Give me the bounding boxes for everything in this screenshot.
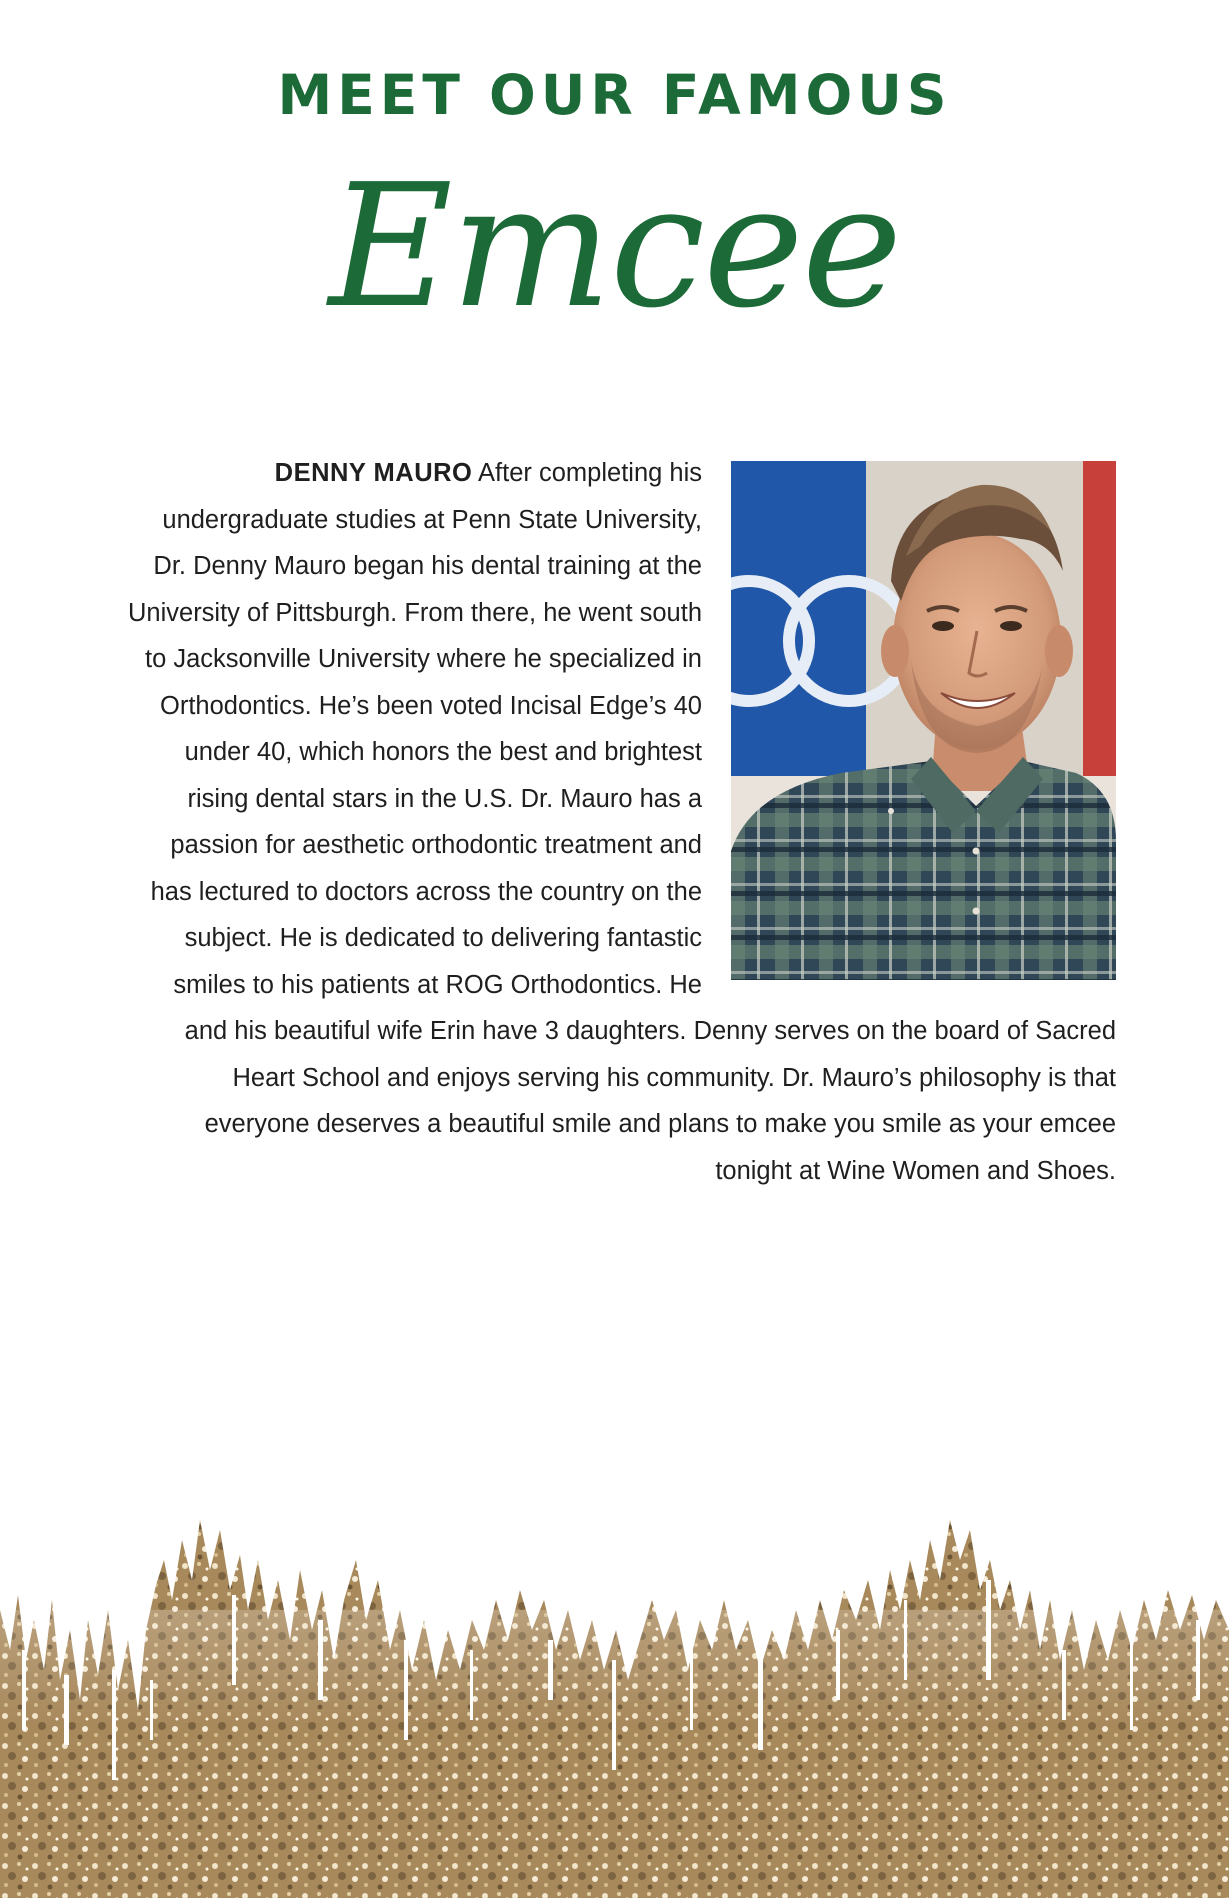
gold-glitter-border [0,1500,1229,1898]
portrait-illustration [731,461,1116,980]
bio-name: DENNY MAURO [274,459,473,487]
glitter-illustration [0,1500,1229,1898]
page-title: Emcee [328,148,901,346]
page-kicker: MEET OUR FAMOUS [277,63,952,127]
portrait-photo [731,461,1116,980]
bio-text: After completing his undergraduate studies at Penn State University, Dr. Denny Mauro began his dental training at the University of Pittsburgh. From there, he went south to Jacksonville University where he specialized in Orthodontics. He’s been voted Incisal Edge’s 40 under 40, which honors the best and brightest rising dental stars in the U.S. Dr. Mauro has a passion for aesthetic orthodontic treatment and has lectured to doctors across the country on the subject. He is dedicated to delivering fantastic smiles to his patients at ROG Orthodontics. He and his beautiful wife Erin have 3 daughters. Denny serves on the board of Sacred Heart School and enjoys serving his community. Dr. Mauro’s philosophy is that everyone deserves a beautiful smile and plans to make you smile as your emcee tonight at Wine Women and Shoes. [128,459,1116,1185]
